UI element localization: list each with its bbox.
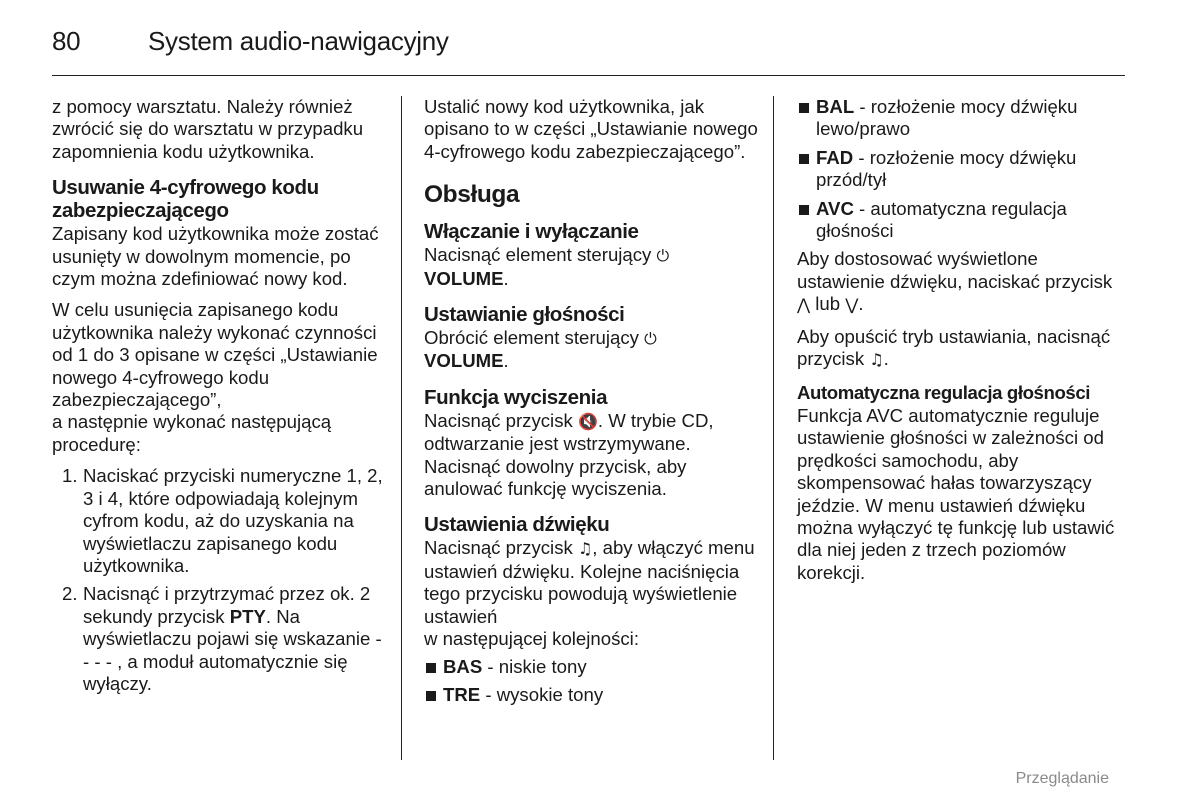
- key-label: PTY: [229, 605, 266, 627]
- text: , aby włączyć menu ustawień dźwięku. Kolejne naciśnięcia tego przycisku powodują wyświetlenie ustawień: [424, 537, 755, 627]
- step-number: 2.: [62, 583, 78, 605]
- list-item: [797, 96, 1129, 141]
- music-note-icon: ♫: [869, 350, 884, 370]
- page-title: System audio-nawigacyjny: [148, 26, 449, 56]
- section-heading: Ustawienia dźwięku: [424, 513, 610, 537]
- paragraph: a następnie wykonać następującą procedurę:: [52, 411, 332, 455]
- column-middle: [424, 96, 758, 712]
- list-item: [52, 583, 384, 695]
- step-number: 1.: [62, 465, 78, 487]
- key-label: AVC: [816, 197, 854, 219]
- header-rule: [52, 75, 1125, 76]
- list-item: [424, 656, 758, 678]
- bullet-square-icon: [799, 154, 809, 164]
- text: Aby opuścić tryb ustawiania, nacisnąć przycisk: [797, 325, 1111, 370]
- section-heading: Włączanie i wyłączanie: [424, 220, 639, 244]
- bullet-list: [797, 96, 1129, 242]
- column-left: [52, 96, 384, 701]
- paragraph: W celu usunięcia zapisanego kodu użytkownika należy wykonać czynności od 1 do 3 opisane w części „Ustawianie nowego 4-cyfrowego kodu zabezpieczającego”,: [52, 299, 378, 411]
- step-text: Nacisnąć i przytrzymać przez ok. 2 sekundy przycisk: [83, 583, 371, 627]
- column-right: [797, 96, 1129, 593]
- paragraph: [797, 248, 1129, 316]
- text: - niskie tony: [482, 655, 587, 677]
- text: Nacisnąć przycisk: [424, 537, 578, 559]
- text: .: [883, 348, 889, 370]
- paragraph: w następującej kolejności:: [424, 628, 639, 650]
- key-label: VOLUME: [424, 350, 504, 372]
- list-item: [797, 198, 1129, 243]
- music-note-icon: ♫: [577, 539, 593, 559]
- text: Aby dostosować wyświetlone ustawienie dźwięku, naciskać przycisk: [797, 248, 1113, 292]
- text: . W trybie CD, odtwarzanie jest wstrzymywane. Nacisnąć dowolny przycisk, aby anulować funkcję wyciszenia.: [424, 409, 714, 500]
- chapter-heading: Obsługa: [424, 181, 520, 209]
- step-text: Naciskać przyciski numeryczne 1, 2, 3 i 4, które odpowiadają kolejnym cyfrom kodu, aż do uzyskania na wyświetlaczu zapisanego kodu użytkownika.: [83, 465, 383, 576]
- paragraph: Ustalić nowy kod użytkownika, jak opisano to w części „Ustawianie nowego 4-cyfrowego kodu zabezpieczającego”.: [424, 96, 758, 162]
- page-header: [52, 26, 449, 58]
- paragraph: [424, 537, 758, 628]
- page-number: 80: [52, 26, 81, 56]
- text: .: [503, 267, 509, 289]
- steps-list: [52, 465, 384, 695]
- text: - wysokie tony: [480, 683, 604, 705]
- subsection-heading: Automatyczna regulacja głośności: [797, 382, 1091, 404]
- section-heading: Ustawianie głośności: [424, 303, 625, 327]
- paragraph: [424, 410, 758, 501]
- list-item: [797, 147, 1129, 192]
- power-icon: ⏻: [656, 246, 670, 266]
- paragraph: Funkcja AVC automatycznie reguluje ustawienie głośności w zależności od prędkości samochodu, aby skompensować hałas towarzyszący jeździe. W menu ustawień dźwięku można wyłączyć tę funkcję lub ustawić dla niej jeden z trzech poziomów korekcji.: [797, 404, 1115, 583]
- text: Nacisnąć element sterujący: [424, 244, 657, 266]
- key-label: BAS: [443, 655, 483, 677]
- bullet-square-icon: [799, 103, 809, 113]
- footer-label: Przeglądanie: [1015, 770, 1109, 787]
- bullet-square-icon: [426, 663, 436, 673]
- paragraph: Zapisany kod użytkownika może zostać usunięty w dowolnym momencie, po czym można zdefiniować nowy kod.: [52, 223, 379, 290]
- paragraph: [797, 326, 1129, 372]
- bullet-list: [424, 656, 758, 707]
- text: .: [503, 350, 509, 372]
- key-label: VOLUME: [424, 267, 504, 289]
- text: - rozłożenie mocy dźwięku lewo/prawo: [816, 96, 1078, 140]
- key-label: FAD: [816, 146, 854, 168]
- text: .: [858, 293, 864, 315]
- list-item: [52, 465, 384, 577]
- key-label: BAL: [816, 96, 855, 117]
- paragraph: [424, 327, 758, 373]
- text: lub: [810, 293, 846, 315]
- key-label: TRE: [443, 683, 481, 705]
- column-divider: [401, 96, 402, 760]
- up-arrow-icon: ⋀: [797, 295, 811, 315]
- paragraph: z pomocy warsztatu. Należy również zwrócić się do warsztatu w przypadku zapomnienia kodu użytkownika.: [52, 96, 364, 162]
- mute-icon: 🔇: [577, 411, 598, 431]
- section-heading: Funkcja wyciszenia: [424, 385, 608, 409]
- text: Obrócić element sterujący: [424, 327, 645, 349]
- section-heading: Usuwanie 4-cyfrowego kodu zabezpieczającego: [52, 176, 319, 223]
- power-icon: ⏻: [644, 329, 657, 349]
- bullet-square-icon: [799, 205, 809, 215]
- bullet-square-icon: [426, 691, 436, 701]
- list-item: [424, 684, 758, 706]
- step-text: . Na wyświetlaczu pojawi się wskazanie - - - - , a moduł automatycznie się wyłączy.: [83, 605, 382, 694]
- column-divider: [773, 96, 774, 760]
- text: Nacisnąć przycisk: [424, 409, 578, 431]
- text: - rozłożenie mocy dźwięku przód/tył: [816, 146, 1077, 191]
- down-arrow-icon: ⋁: [845, 295, 859, 315]
- paragraph: [424, 244, 758, 290]
- text: - automatyczna regulacja głośności: [816, 197, 1067, 242]
